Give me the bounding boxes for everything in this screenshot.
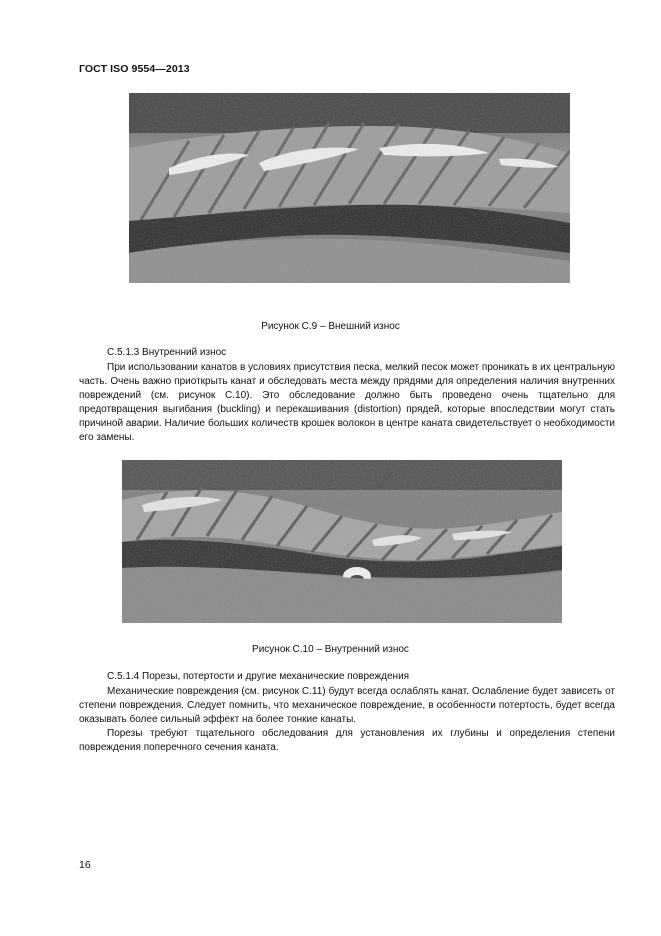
- section-c513-heading: С.5.1.3 Внутренний износ: [107, 347, 227, 358]
- section-c514-paragraph-2: Порезы требуют тщательного обследования для установления их глубины и определения степени повреждения поперечного сечения каната.: [79, 728, 615, 753]
- section-c514-heading: С.5.1.4 Порезы, потертости и другие механические повреждения: [107, 671, 410, 682]
- rope-internal-wear-photo: [122, 460, 562, 623]
- document-header: ГОСТ ISO 9554—2013: [79, 63, 190, 75]
- section-c514-paragraph-1: Механические повреждения (см. рисунок С.11) будут всегда ослаблять канат. Ослабление будет зависеть от степени повреждения. Следует помнить, что механическое повреждение, в особенности потертость, будет всегда оказывать более сильный эффект на более тонкие канаты.: [79, 686, 615, 725]
- page-number: 16: [79, 859, 91, 871]
- section-c513-paragraph: При использовании канатов в условиях присутствия песка, мелкий песок может проникать в их центральную часть. Очень важно приоткрыть канат и обследовать места между прядями для определения наличия внутренних повреждений (см. рисунок С.10). Это обследование должно быть проведено очень тщательно для предотвращения выгибания (buckling) и перекашивания (distortion) прядей, которые впоследствии могут стать причиной аварии. Наличие больших количеств крошек волокон в центре каната свидетельствует о необходимости его замены.: [79, 362, 615, 443]
- figure-c10-caption: Рисунок С.10 – Внутренний износ: [252, 644, 409, 655]
- figure-c9-caption: Рисунок С.9 – Внешний износ: [261, 321, 400, 332]
- rope-external-wear-photo: [129, 93, 570, 283]
